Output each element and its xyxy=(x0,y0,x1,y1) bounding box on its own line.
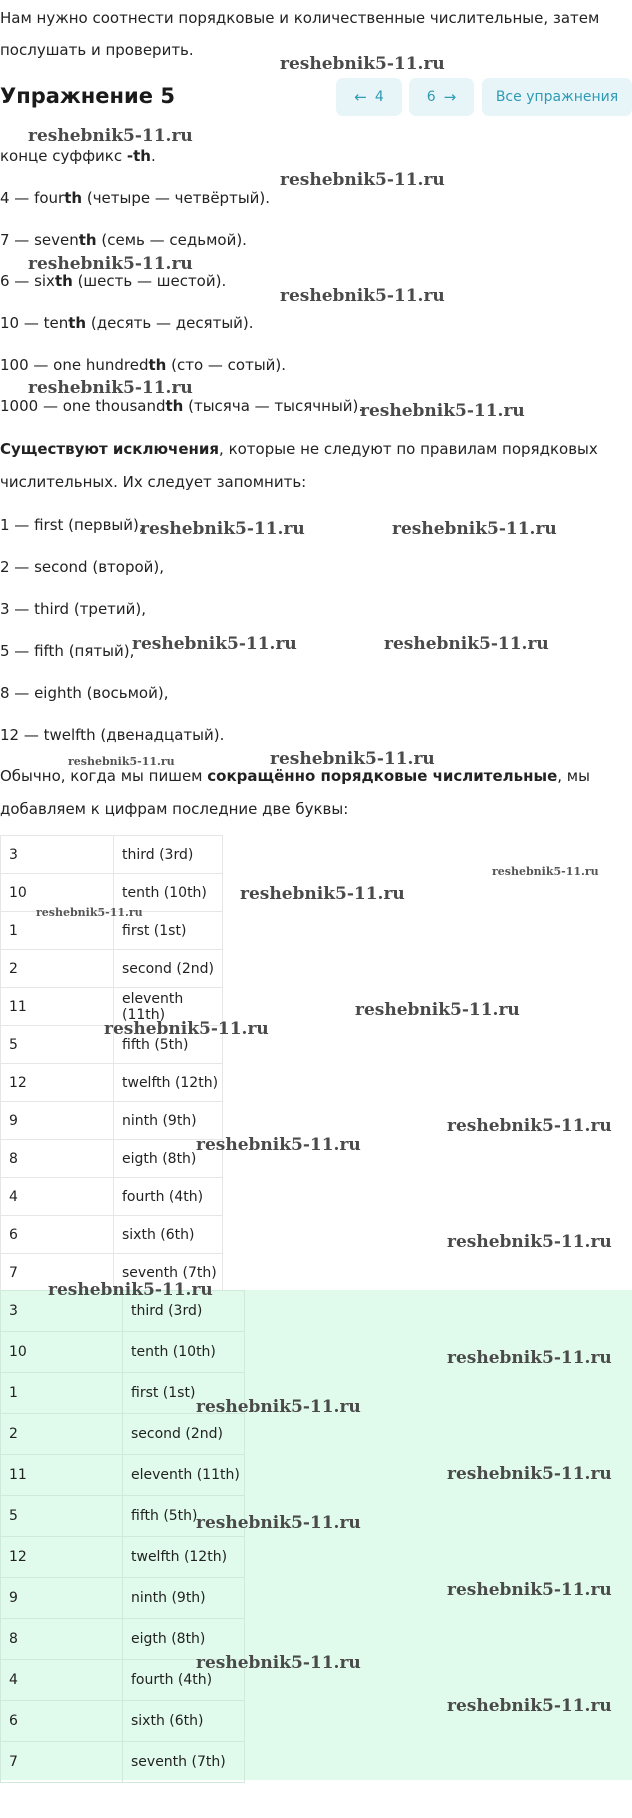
example-text: 1000 — one thousand xyxy=(0,397,166,415)
table-cell-ordinal: second (2nd) xyxy=(114,950,223,988)
table-cell-ordinal: ninth (9th) xyxy=(123,1578,245,1619)
intro-line-2: послушать и проверить. xyxy=(0,41,194,59)
table-cell-ordinal: sixth (6th) xyxy=(123,1701,245,1742)
suffix-rule-text: конце суффикс xyxy=(0,147,127,165)
watermark: reshebnik5-11.ru xyxy=(240,884,405,904)
watermark: reshebnik5-11.ru xyxy=(196,1135,361,1155)
prev-exercise-label: 4 xyxy=(374,89,384,105)
table-cell-ordinal: fifth (5th) xyxy=(123,1496,245,1537)
example-suffix: th xyxy=(68,314,87,332)
watermark: reshebnik5-11.ru xyxy=(196,1513,361,1533)
table-row xyxy=(1,1414,245,1455)
table-cell-number: 1 xyxy=(1,1373,123,1414)
example-line xyxy=(0,313,254,333)
watermark: reshebnik5-11.ru xyxy=(36,906,143,919)
watermark: reshebnik5-11.ru xyxy=(270,749,435,769)
table-row xyxy=(1,1216,223,1254)
table-cell-number: 3 xyxy=(1,1291,123,1332)
watermark: reshebnik5-11.ru xyxy=(196,1397,361,1417)
table-cell-number: 7 xyxy=(1,1742,123,1783)
example-suffix: th xyxy=(54,272,73,290)
exceptions-line-2: числительных. Их следует запомнить: xyxy=(0,473,307,491)
exceptions-rest: , которые не следуют по правилам порядковых xyxy=(219,440,598,458)
table-row xyxy=(1,1742,245,1783)
watermark: reshebnik5-11.ru xyxy=(492,865,599,878)
watermark: reshebnik5-11.ru xyxy=(280,170,445,190)
example-line xyxy=(0,188,270,208)
answer-table xyxy=(0,1290,245,1783)
watermark: reshebnik5-11.ru xyxy=(28,254,193,274)
table-cell-number: 11 xyxy=(1,988,114,1026)
table-cell-number: 6 xyxy=(1,1701,123,1742)
example-suffix: th xyxy=(165,397,184,415)
watermark: reshebnik5-11.ru xyxy=(355,1000,520,1020)
watermark: reshebnik5-11.ru xyxy=(447,1696,612,1716)
table-cell-ordinal: seventh (7th) xyxy=(114,1254,223,1292)
exceptions-intro xyxy=(0,439,598,459)
next-exercise-button[interactable] xyxy=(409,78,474,116)
all-exercises-button[interactable] xyxy=(482,78,632,116)
table-cell-number: 4 xyxy=(1,1660,123,1701)
example-suffix: th xyxy=(78,231,97,249)
table-row xyxy=(1,1332,245,1373)
example-translation: (десять — десятый). xyxy=(86,314,254,332)
table-cell-number: 10 xyxy=(1,1332,123,1373)
watermark: reshebnik5-11.ru xyxy=(28,126,193,146)
table-row xyxy=(1,950,223,988)
watermark: reshebnik5-11.ru xyxy=(196,1653,361,1673)
watermark: reshebnik5-11.ru xyxy=(360,401,525,421)
table-row xyxy=(1,1140,223,1178)
table-row xyxy=(1,1064,223,1102)
watermark: reshebnik5-11.ru xyxy=(447,1464,612,1484)
table-cell-ordinal: tenth (10th) xyxy=(114,874,223,912)
table-cell-ordinal: fourth (4th) xyxy=(114,1178,223,1216)
exception-item: 3 — third (третий), xyxy=(0,600,147,618)
table-cell-number: 6 xyxy=(1,1216,114,1254)
table-cell-ordinal: first (1st) xyxy=(123,1373,245,1414)
table-row xyxy=(1,836,223,874)
table-cell-number: 2 xyxy=(1,950,114,988)
table-cell-ordinal: eleventh (11th) xyxy=(114,988,223,1026)
exception-item: 2 — second (второй), xyxy=(0,558,165,576)
table-cell-number: 8 xyxy=(1,1619,123,1660)
watermark: reshebnik5-11.ru xyxy=(280,54,445,74)
suffix-rule xyxy=(0,146,156,166)
table-cell-number: 9 xyxy=(1,1578,123,1619)
watermark: reshebnik5-11.ru xyxy=(140,519,305,539)
table-cell-ordinal: fifth (5th) xyxy=(114,1026,223,1064)
arrow-left-icon: ← xyxy=(354,88,367,106)
intro-line-1: Нам нужно соотнести порядковые и количественные числительные, затем xyxy=(0,9,600,27)
watermark: reshebnik5-11.ru xyxy=(392,519,557,539)
watermark: reshebnik5-11.ru xyxy=(132,634,297,654)
table-cell-ordinal: third (3rd) xyxy=(114,836,223,874)
watermark: reshebnik5-11.ru xyxy=(280,286,445,306)
exception-item: 8 — eighth (восьмой), xyxy=(0,684,169,702)
table-cell-number: 4 xyxy=(1,1178,114,1216)
example-suffix: th xyxy=(64,189,83,207)
table-row xyxy=(1,1578,245,1619)
example-translation: (тысяча — тысячный). xyxy=(183,397,364,415)
abbrev-text: Обычно, когда мы пишем xyxy=(0,767,208,785)
table-cell-number: 11 xyxy=(1,1455,123,1496)
table-cell-number: 1 xyxy=(1,912,114,950)
table-row xyxy=(1,1102,223,1140)
table-cell-number: 8 xyxy=(1,1140,114,1178)
abbrev-intro xyxy=(0,766,590,786)
table-cell-ordinal: eigth (8th) xyxy=(123,1619,245,1660)
table-cell-number: 5 xyxy=(1,1026,114,1064)
abbrev-bold: сокращённо порядковые числительные xyxy=(207,767,558,785)
example-text: 6 — six xyxy=(0,272,55,290)
example-translation: (четыре — четвёртый). xyxy=(82,189,271,207)
example-suffix: th xyxy=(148,356,167,374)
table-cell-ordinal: seventh (7th) xyxy=(123,1742,245,1783)
watermark: reshebnik5-11.ru xyxy=(447,1580,612,1600)
watermark: reshebnik5-11.ru xyxy=(68,755,175,768)
all-exercises-label: Все упражнения xyxy=(495,89,619,105)
example-text: 4 — four xyxy=(0,189,65,207)
exception-item: 5 — fifth (пятый), xyxy=(0,642,135,660)
table-cell-ordinal: second (2nd) xyxy=(123,1414,245,1455)
table-row xyxy=(1,1701,245,1742)
example-line xyxy=(0,355,286,375)
table-cell-ordinal: fourth (4th) xyxy=(123,1660,245,1701)
watermark: reshebnik5-11.ru xyxy=(48,1280,213,1300)
table-cell-number: 12 xyxy=(1,1064,114,1102)
watermark: reshebnik5-11.ru xyxy=(104,1019,269,1039)
table-cell-number: 2 xyxy=(1,1414,123,1455)
table-cell-ordinal: third (3rd) xyxy=(123,1291,245,1332)
table-cell-ordinal: twelfth (12th) xyxy=(123,1537,245,1578)
table-row xyxy=(1,1178,223,1216)
table-cell-number: 10 xyxy=(1,874,114,912)
suffix-rule-bold: -th xyxy=(126,147,151,165)
prev-exercise-button[interactable] xyxy=(336,78,402,116)
abbrev-line-2: добавляем к цифрам последние две буквы: xyxy=(0,800,349,818)
watermark: reshebnik5-11.ru xyxy=(447,1348,612,1368)
table-cell-number: 12 xyxy=(1,1537,123,1578)
table-cell-ordinal: first (1st) xyxy=(114,912,223,950)
example-translation: (шесть — шестой). xyxy=(72,272,227,290)
table-cell-ordinal: ninth (9th) xyxy=(114,1102,223,1140)
table-cell-ordinal: eleventh (11th) xyxy=(123,1455,245,1496)
example-line xyxy=(0,271,226,291)
table-cell-number: 9 xyxy=(1,1102,114,1140)
arrow-right-icon: → xyxy=(443,88,457,106)
next-exercise-label: 6 xyxy=(426,89,436,105)
table-cell-number: 3 xyxy=(1,836,114,874)
watermark: reshebnik5-11.ru xyxy=(384,634,549,654)
page-title: Упражнение 5 xyxy=(0,84,175,108)
watermark: reshebnik5-11.ru xyxy=(447,1116,612,1136)
exception-item: 1 — first (первый), xyxy=(0,516,144,534)
example-translation: (семь — седьмой). xyxy=(96,231,247,249)
exercise-table xyxy=(0,835,223,1292)
watermark: reshebnik5-11.ru xyxy=(28,378,193,398)
watermark: reshebnik5-11.ru xyxy=(447,1232,612,1252)
table-cell-ordinal: twelfth (12th) xyxy=(114,1064,223,1102)
table-row xyxy=(1,1537,245,1578)
example-text: 10 — ten xyxy=(0,314,69,332)
suffix-rule-end: . xyxy=(150,147,156,165)
example-text: 100 — one hundred xyxy=(0,356,149,374)
table-cell-ordinal: tenth (10th) xyxy=(123,1332,245,1373)
exception-item: 12 — twelfth (двенадцатый). xyxy=(0,726,225,744)
abbrev-end: , мы xyxy=(557,767,590,785)
example-line xyxy=(0,230,247,250)
table-row xyxy=(1,1455,245,1496)
exceptions-bold: Существуют исключения xyxy=(0,440,220,458)
table-cell-ordinal: sixth (6th) xyxy=(114,1216,223,1254)
table-cell-ordinal: eigth (8th) xyxy=(114,1140,223,1178)
table-cell-number: 7 xyxy=(1,1254,114,1292)
table-cell-number: 5 xyxy=(1,1496,123,1537)
example-translation: (сто — сотый). xyxy=(166,356,287,374)
example-text: 7 — seven xyxy=(0,231,79,249)
example-line xyxy=(0,396,363,416)
